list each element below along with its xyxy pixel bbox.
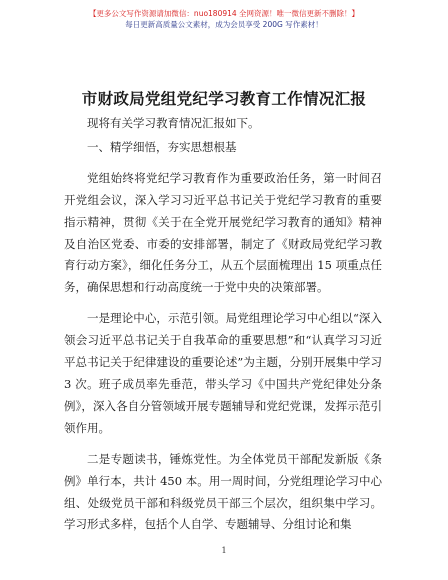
- document-body: [64, 113, 382, 536]
- body-paragraph-2: 一是理论中心，示范引领。局党组理论学习中心组以“深入领会习近平总书记关于自我革命的重要思想”和“认真学习习近平总书记关于纪律建设的重要论述”为主题，分别开展集中学习 3 次。班子成员率先垂范，带头学习《中国共产党纪律处分条例》，深入各自分管领域开展专题辅导和党纪党课，发挥示范引领作用。: [64, 311, 382, 435]
- body-paragraph-3: 二是专题读书，锤炼党性。为全体党员干部配发新版《条例》单行本，共计 450 本。用一周时间，分党组理论学习中心组、处级党员干部和科级党员干部三个层次，组织集中学习。学习形式多样，包括个人自学、专题辅导、分组讨论和集: [64, 451, 382, 532]
- intro-paragraph: 现将有关学习教育情况汇报如下。: [87, 116, 260, 130]
- page-number: 1: [221, 546, 227, 555]
- promo-banner-line1: 【更多公文写作资源请加微信：nuo180914 全网资源！唯一微信更新不删除！】: [88, 9, 360, 18]
- section-heading: 一、精学细悟，夯实思想根基: [87, 139, 237, 154]
- body-paragraph-1: 党组始终将党纪学习教育作为重要政治任务，第一时间召开党组会议，深入学习习近平总书记关于党纪学习教育的重要指示精神，贯彻《关于在全党开展党纪学习教育的通知》精神及自治区党委、市委的安排部署，制定了《财政局党纪学习教育行动方案》，细化任务分工，从五个层面梳理出 15 项重点任务，确保思想和行动高度统一于党中央的决策部署。: [64, 170, 382, 295]
- document-title: 市财政局党组党纪学习教育工作情况汇报: [81, 90, 367, 108]
- promo-banner-line2: 每日更新高质量公文素材，成为会员享受 200G 写作素材！: [125, 20, 323, 29]
- promo-banner: [0, 8, 448, 30]
